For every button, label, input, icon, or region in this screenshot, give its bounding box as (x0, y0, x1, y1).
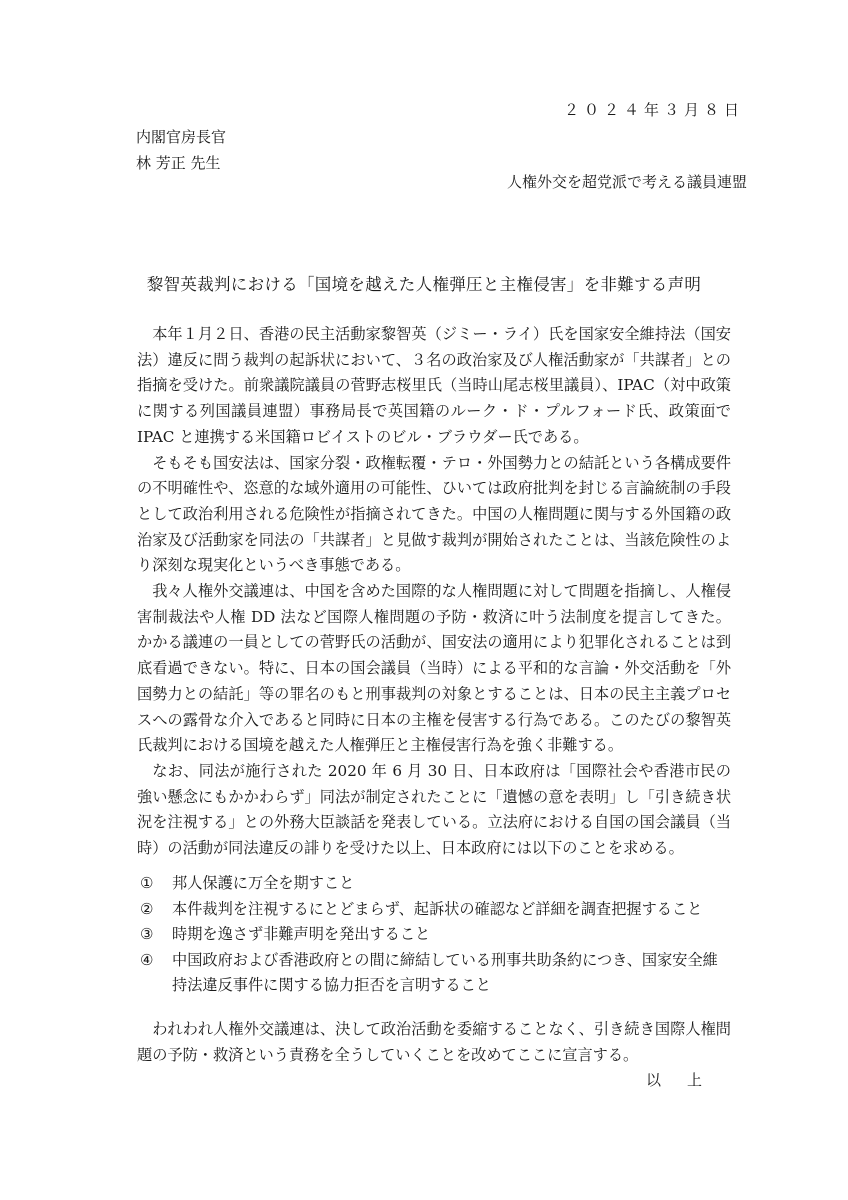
demands-list (140, 871, 732, 999)
demand-number: ③ (140, 925, 154, 944)
demand-item (140, 948, 732, 999)
addressee-block (136, 124, 226, 176)
demand-item (140, 922, 732, 948)
demand-text: 邦人保護に万全を期すこと (172, 874, 355, 892)
demand-number: ② (140, 899, 154, 918)
demand-text: 時期を逸さず非難声明を発出すること (172, 925, 431, 944)
statement-body (137, 322, 731, 862)
closing-paragraph: われわれ人権外交議連は、決して政治活動を委縮することなく、引き続き国際人権問題の予防・救済という責務を全うしていくことを改めてここに宣言する。 (137, 1020, 731, 1064)
document-date: ２０２４年３月８日 (563, 101, 744, 119)
demand-number: ① (140, 874, 154, 892)
addressee-name: 林 芳正 先生 (136, 154, 221, 172)
statement-title: 黎智英裁判における「国境を越えた人権弾圧と主権侵害」を非難する声明 (146, 275, 702, 294)
paragraph: そもそも国安法は、国家分裂・政権転覆・テロ・外国勢力との結託という各構成要件の不明確性や、恣意的な域外適用の可能性、ひいては政府批判を封じる言論統制の手段として政治利用される危険性が指摘されてきた。中国の人権問題に関与する外国籍の政治家及び活動家を同法の「共謀者」と見做す裁判が開始されたことは、当該危険性のより深刻な現実化というべき事態である。 (137, 453, 731, 575)
paragraph: なお、同法が施行された 2020 年 6 月 30 日、日本政府は「国際社会や香港市民の強い懸念にもかかわらず」同法が制定されたことに「遺憾の意を表明」し「引き続き状況を注視する」との外務大臣談話を発表している。立法府における自国の国会議員（当時）の活動が同法違反の誹りを受けた以上、日本政府には以下のことを求める。 (137, 761, 731, 858)
demand-number: ④ (140, 950, 154, 969)
addressee-title: 内閣官房長官 (136, 128, 227, 146)
demand-item (140, 871, 732, 897)
paragraph: 本年１月２日、香港の民主活動家黎智英（ジミー・ライ）氏を国家安全維持法（国安法）違反に問う裁判の起訴状において、３名の政治家及び人権活動家が「共謀者」との指摘を受けた。前衆議院議員の菅野志桜里氏（当時山尾志桜里議員）、IPAC（対中政策に関する列国議員連盟）事務局長で英国籍のルーク・ド・プルフォード氏、政策面で IPAC と連携する米国籍ロビイストのビル・ブラウダー氏である。 (137, 325, 731, 446)
demand-text: 本件裁判を注視するにとどまらず、起訴状の確認など詳細を調査把握すること (172, 899, 703, 918)
demand-text: 中国政府および香港政府との間に締結している刑事共助条約につき、国家安全維持法違反事件に関する協力拒否を言明すること (172, 950, 718, 995)
paragraph: 我々人権外交議連は、中国を含めた国際的な人権問題に対して問題を指摘し、人権侵害制裁法や人権 DD 法など国際人権問題の予防・救済に叶う法制度を提言してきた。かかる議連の一員としての菅野氏の活動が、国安法の適用により犯罪化されることは到底看過できない。特に、日本の国会議員（当時）による平和的な言論・外交活動を「外国勢力との結託」等の罪名のもと刑事裁判の対象とすることは、日本の民主主義プロセスへの露骨な介入であると同時に日本の主権を侵害する行為である。このたびの黎智英氏裁判における国境を越えた人権弾圧と主権侵害行為を強く非難する。 (137, 582, 731, 755)
end-mark: 以上 (645, 1071, 728, 1089)
sender-name: 人権外交を超党派で考える議員連盟 (506, 173, 747, 191)
demand-item (140, 897, 732, 923)
